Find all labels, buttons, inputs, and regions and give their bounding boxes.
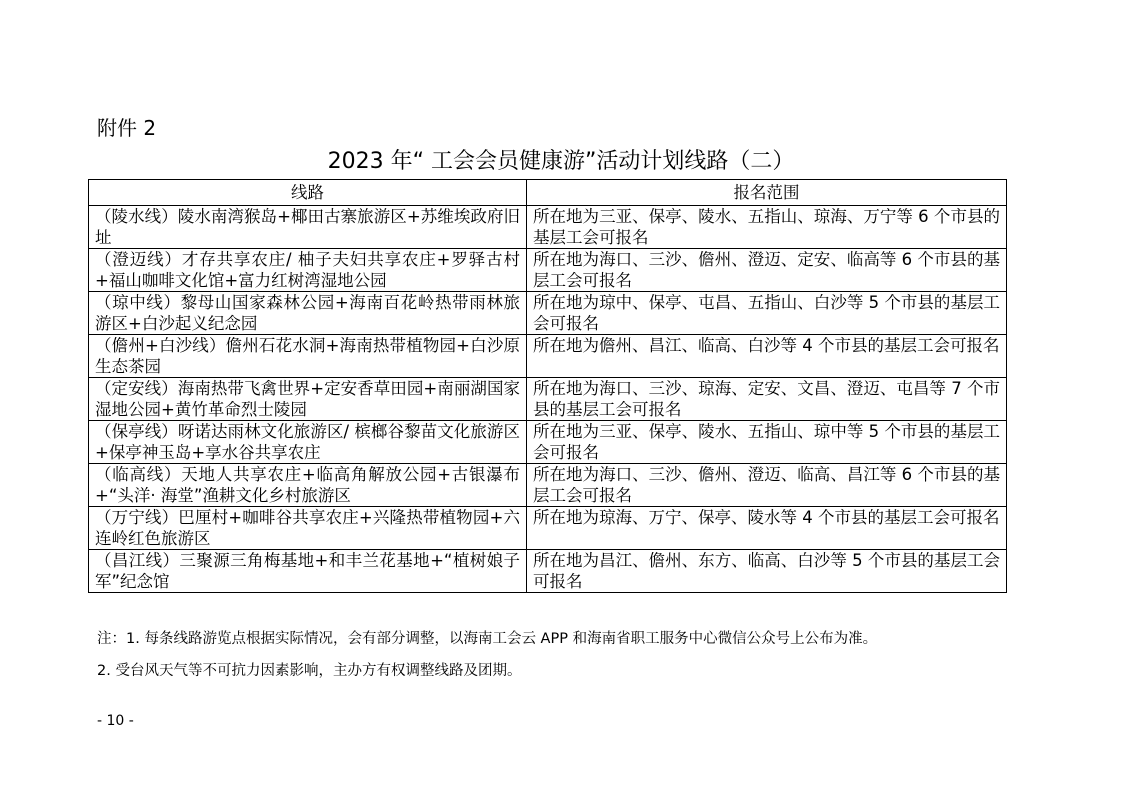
table-header-row bbox=[89, 180, 1007, 206]
route-cell: （琼中线）黎母山国家森林公园+海南百花岭热带雨林旅游区+白沙起义纪念园 bbox=[89, 292, 527, 335]
route-cell: （澄迈线）才存共享农庄/ 柚子夫妇共享农庄+罗驿古村+福山咖啡文化馆+富力红树湾湿地公园 bbox=[89, 249, 527, 292]
scope-cell: 所在地为琼海、万宁、保亭、陵水等 4 个市县的基层工会可报名 bbox=[527, 507, 1007, 550]
page-title: 2023 年“ 工会会员健康游”活动计划线路（二） bbox=[327, 149, 795, 174]
table-row bbox=[89, 421, 1007, 464]
scope-cell: 所在地为昌江、儋州、东方、临高、白沙等 5 个市县的基层工会可报名 bbox=[527, 550, 1007, 593]
table-row bbox=[89, 464, 1007, 507]
route-cell: （昌江线）三聚源三角梅基地+和丰兰花基地+“植树娘子军”纪念馆 bbox=[89, 550, 527, 593]
scope-cell: 所在地为三亚、保亭、陵水、五指山、琼中等 5 个市县的基层工会可报名 bbox=[527, 421, 1007, 464]
scope-cell: 所在地为琼中、保亭、屯昌、五指山、白沙等 5 个市县的基层工会可报名 bbox=[527, 292, 1007, 335]
table-row bbox=[89, 378, 1007, 421]
scope-cell: 所在地为海口、三沙、儋州、澄迈、定安、临高等 6 个市县的基层工会可报名 bbox=[527, 249, 1007, 292]
scope-cell: 所在地为海口、三沙、儋州、澄迈、临高、昌江等 6 个市县的基层工会可报名 bbox=[527, 464, 1007, 507]
table-row bbox=[89, 206, 1007, 249]
route-cell: （临高线）天地人共享农庄+临高角解放公园+古银瀑布+“头洋· 海堂”渔耕文化乡村旅游区 bbox=[89, 464, 527, 507]
routes-table bbox=[88, 179, 1007, 593]
route-cell: （保亭线）呀诺达雨林文化旅游区/ 槟榔谷黎苗文化旅游区+保亭神玉岛+享水谷共享农庄 bbox=[89, 421, 527, 464]
table-row bbox=[89, 292, 1007, 335]
table-row bbox=[89, 249, 1007, 292]
header-scope: 报名范围 bbox=[527, 180, 1007, 206]
attachment-label: 附件 2 bbox=[97, 116, 157, 140]
table-row bbox=[89, 507, 1007, 550]
scope-cell: 所在地为儋州、昌江、临高、白沙等 4 个市县的基层工会可报名 bbox=[527, 335, 1007, 378]
route-cell: （定安线）海南热带飞禽世界+定安香草田园+南丽湖国家湿地公园+黄竹革命烈士陵园 bbox=[89, 378, 527, 421]
page-number: - 10 - bbox=[97, 713, 134, 729]
scope-cell: 所在地为三亚、保亭、陵水、五指山、琼海、万宁等 6 个市县的基层工会可报名 bbox=[527, 206, 1007, 249]
table-row bbox=[89, 550, 1007, 593]
route-cell: （陵水线）陵水南湾猴岛+椰田古寨旅游区+苏维埃政府旧址 bbox=[89, 206, 527, 249]
header-route: 线路 bbox=[89, 180, 527, 206]
table-row bbox=[89, 335, 1007, 378]
note-1: 注：1. 每条线路游览点根据实际情况，会有部分调整，以海南工会云 APP 和海南省职工服务中心微信公众号上公布为准。 bbox=[97, 631, 878, 647]
route-cell: （儋州+白沙线）儋州石花水洞+海南热带植物园+白沙原生态茶园 bbox=[89, 335, 527, 378]
route-cell: （万宁线）巴厘村+咖啡谷共享农庄+兴隆热带植物园+六连岭红色旅游区 bbox=[89, 507, 527, 550]
scope-cell: 所在地为海口、三沙、琼海、定安、文昌、澄迈、屯昌等 7 个市县的基层工会可报名 bbox=[527, 378, 1007, 421]
note-2: 2. 受台风天气等不可抗力因素影响，主办方有权调整线路及团期。 bbox=[97, 663, 522, 679]
